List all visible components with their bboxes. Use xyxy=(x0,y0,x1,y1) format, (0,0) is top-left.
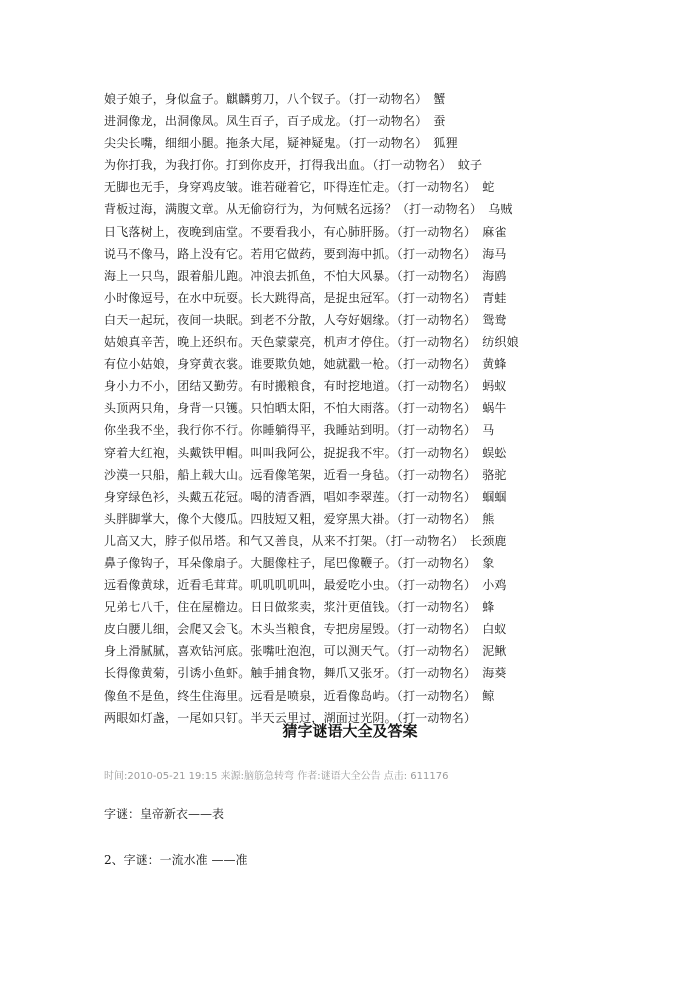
riddle-line xyxy=(104,552,664,574)
riddle-line xyxy=(104,265,664,287)
riddle-text: 姑娘真辛苦，晚上还织布。天色蒙蒙亮，机声才停住。（打一动物名） xyxy=(104,335,477,350)
riddle-line xyxy=(104,530,664,552)
riddle-text: 你坐我不坐，我行你不行。你睡躺得平，我睡站到明。（打一动物名） xyxy=(104,423,477,438)
riddle-answer: 小鸡 xyxy=(482,578,507,593)
riddle-line xyxy=(104,508,664,530)
riddle-answer: 蝈蝈 xyxy=(482,489,507,504)
riddle-line xyxy=(104,287,664,309)
riddle-line xyxy=(104,110,664,132)
riddle-answer: 长颈鹿 xyxy=(470,533,507,548)
riddle-answer: 纺织娘 xyxy=(482,335,519,350)
riddle-text: 皮白腰儿细，会爬又会飞。木头当粮食，专把房屋毁。（打一动物名） xyxy=(104,622,477,637)
riddle-text: 身上滑腻腻，喜欢钻河底。张嘴吐泡泡，可以测天气。（打一动物名） xyxy=(104,644,477,659)
riddle-answer: 蟹 xyxy=(433,92,446,106)
riddle-answer: 白蚁 xyxy=(482,622,507,637)
riddle-line xyxy=(104,640,664,662)
riddle-answer: 泥鳅 xyxy=(482,644,507,659)
riddle-line xyxy=(104,176,664,198)
riddle-text: 背板过海，满腹文章。从无偷窃行为，为何贼名远扬？（打一动物名） xyxy=(104,202,483,217)
riddle-text: 小时像逗号，在水中玩耍。长大跳得高，是捉虫冠军。（打一动物名） xyxy=(104,290,477,305)
riddle-text: 身穿绿色衫，头戴五花冠。喝的清香酒，唱如李翠莲。（打一动物名） xyxy=(104,489,477,504)
riddle-answer: 鲸 xyxy=(482,688,495,703)
riddle-answer: 蜗牛 xyxy=(482,401,507,416)
riddle-line xyxy=(104,353,664,375)
riddle-text: 沙漠一只船，船上载大山。远看像笔架，近看一身毡。（打一动物名） xyxy=(104,467,477,482)
riddle-answer: 蜈蚣 xyxy=(482,445,507,460)
riddle-line xyxy=(104,596,664,618)
riddle-line xyxy=(104,574,664,596)
riddle-text: 日飞落树上，夜晚到庙堂。不要看我小，有心肺肝肠。（打一动物名） xyxy=(104,224,477,239)
riddle-text: 像鱼不是鱼，终生住海里。远看是喷泉，近看像岛屿。（打一动物名） xyxy=(104,688,477,703)
riddle-answer: 海鸥 xyxy=(482,268,507,283)
riddle-answer: 马 xyxy=(482,423,495,438)
riddle-answer: 海葵 xyxy=(482,666,507,681)
riddle-text: 鼻子像钩子，耳朵像扇子。大腿像柱子，尾巴像鞭子。（打一动物名） xyxy=(104,555,477,570)
riddle-text: 头顶两只角，身背一只镬。只怕晒太阳，不怕大雨落。（打一动物名） xyxy=(104,401,477,416)
riddle-answer: 乌贼 xyxy=(488,202,513,217)
riddle-line xyxy=(104,662,664,684)
article-meta: 时间:2010-05-21 19:15 来源:脑筋急转弯 作者:谜语大全公告 点击: 611176 xyxy=(104,771,449,782)
riddle-line xyxy=(104,331,664,353)
riddle-answer: 骆驼 xyxy=(482,467,507,482)
riddle-line xyxy=(104,464,664,486)
riddle-text: 长得像黄菊，引诱小鱼虾。触手捕食物，舞爪又张牙。（打一动物名） xyxy=(104,666,477,681)
riddle-text: 身小力不小，团结又勤劳。有时搬粮食，有时挖地道。（打一动物名） xyxy=(104,379,477,394)
riddle-text: 远看像黄球，近看毛茸茸。叽叽叽叽叫，最爱吃小虫。（打一动物名） xyxy=(104,578,477,593)
riddle-answer: 象 xyxy=(482,555,495,570)
riddle-text: 娘子娘子，身似盒子。麒麟剪刀，八个钗子。（打一动物名） xyxy=(104,92,428,106)
riddle-answer: 青蛙 xyxy=(482,290,507,305)
riddle-line xyxy=(104,132,664,154)
riddle-line xyxy=(104,419,664,441)
riddle-answer: 蛇 xyxy=(482,180,495,195)
riddle-line xyxy=(104,618,664,640)
riddle-line xyxy=(104,486,664,508)
riddle-question-2: 2、字谜：一流水准 ——准 xyxy=(104,853,248,867)
riddle-line xyxy=(104,88,664,110)
riddle-text: 两眼如灯盏，一尾如只钉。半天云里过，湖面过光阴。（打一动物名） xyxy=(104,710,477,725)
riddle-answer: 黄蜂 xyxy=(482,357,507,372)
riddle-text: 进洞像龙，出洞像凤。凤生百子，百子成龙。（打一动物名） xyxy=(104,114,428,129)
riddle-text: 尖尖长嘴，细细小腿。拖条大尾，疑神疑鬼。（打一动物名） xyxy=(104,136,428,151)
riddle-answer: 蜂 xyxy=(482,600,495,615)
riddle-line xyxy=(104,685,664,707)
riddle-answer: 海马 xyxy=(482,246,507,261)
riddle-answer: 狐狸 xyxy=(433,136,458,151)
riddle-answer: 熊 xyxy=(482,511,495,526)
riddle-line xyxy=(104,375,664,397)
riddle-text: 白天一起玩，夜间一块眠。到老不分散，人夸好姻缘。（打一动物名） xyxy=(104,312,477,327)
section-title: 猜字谜语大全及答案 xyxy=(282,722,418,740)
riddle-line xyxy=(104,243,664,265)
riddle-answer: 麻雀 xyxy=(482,224,507,239)
riddle-text: 儿高又大，脖子似吊塔。和气又善良，从来不打架。（打一动物名） xyxy=(104,533,465,548)
riddle-line xyxy=(104,442,664,464)
riddle-answer: 鸳鸯 xyxy=(482,312,507,327)
riddle-line xyxy=(104,221,664,243)
riddle-text: 穿着大红袍，头戴铁甲帽。叫叫我阿公，捉捉我不牢。（打一动物名） xyxy=(104,445,477,460)
riddle-line xyxy=(104,154,664,176)
riddle-question-1: 字谜：皇帝新衣——表 xyxy=(104,807,225,821)
riddle-text: 兄弟七八千，住在屋檐边。日日做浆卖，浆汁更值钱。（打一动物名） xyxy=(104,600,477,615)
riddle-list xyxy=(104,88,664,729)
riddle-line xyxy=(104,309,664,331)
riddle-text: 为你打我，为我打你。打到你皮开，打得我出血。（打一动物名） xyxy=(104,158,452,173)
riddle-line xyxy=(104,397,664,419)
riddle-text: 海上一只鸟，跟着船儿跑。冲浪去抓鱼，不怕大风暴。（打一动物名） xyxy=(104,268,477,283)
riddle-line xyxy=(104,198,664,220)
riddle-text: 有位小姑娘，身穿黄衣裳。谁要欺负她，她就戳一枪。（打一动物名） xyxy=(104,357,477,372)
riddle-text: 头胖脚掌大，像个大傻瓜。四肢短又粗，爱穿黑大褂。（打一动物名） xyxy=(104,511,477,526)
riddle-text: 无脚也无手，身穿鸡皮皱。谁若碰着它，吓得连忙走。（打一动物名） xyxy=(104,180,477,195)
riddle-answer: 蚕 xyxy=(433,114,446,129)
riddle-text: 说马不像马，路上没有它。若用它做药，要到海中抓。（打一动物名） xyxy=(104,246,477,261)
riddle-answer: 蚊子 xyxy=(457,158,483,173)
riddle-answer: 蚂蚁 xyxy=(482,379,507,394)
